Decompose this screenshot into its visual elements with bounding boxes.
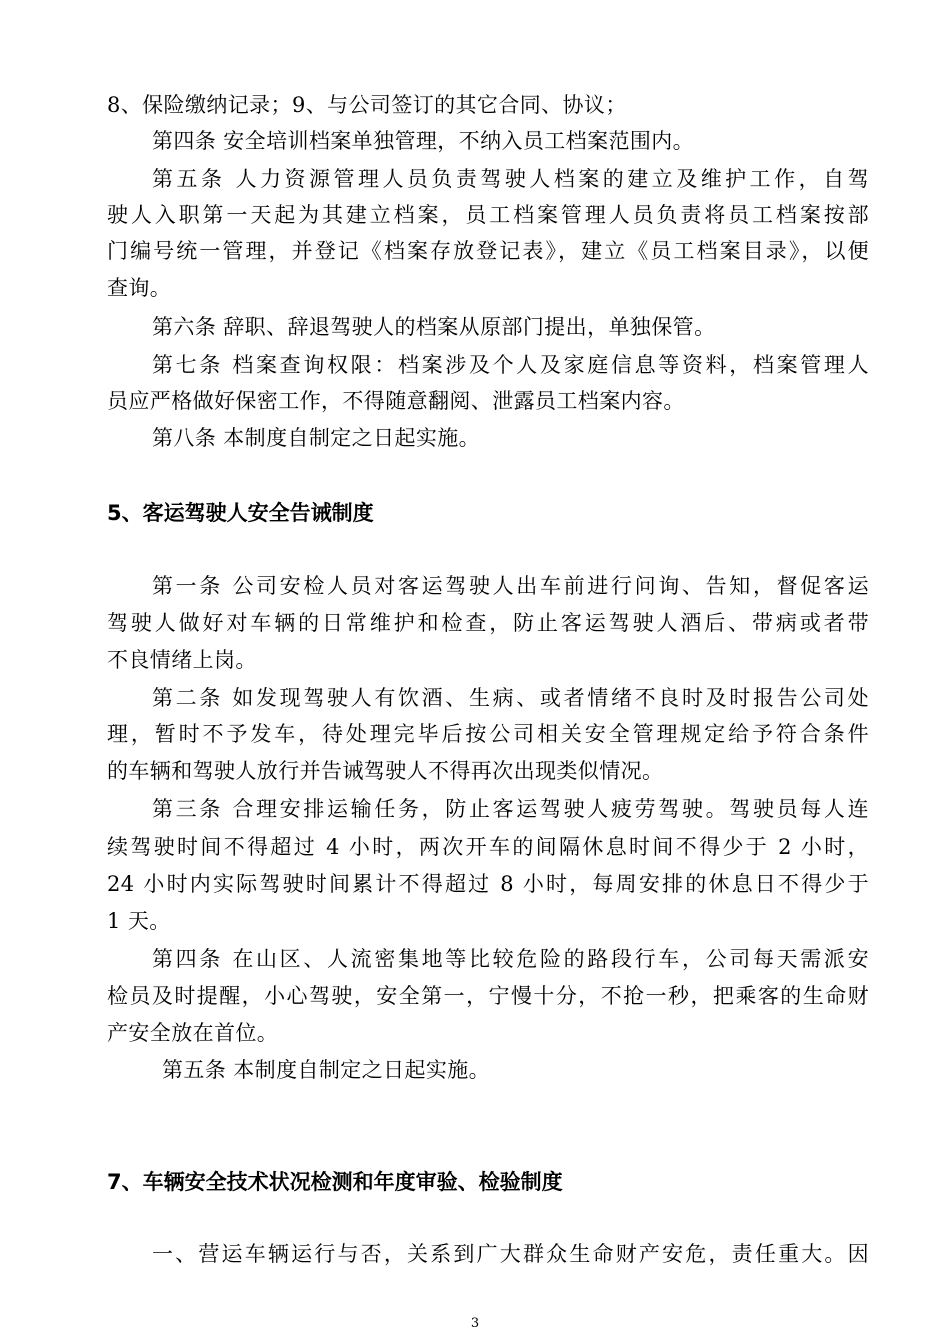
paragraph-line: 第五条 人力资源管理人员负责驾驶人档案的建立及维护工作，自驾 [152, 167, 869, 191]
paragraph-line: 24 小时内实际驾驶时间累计不得超过 8 小时，每周安排的休息日不得少于 [107, 872, 869, 896]
paragraph-line: 第六条 辞职、辞退驾驶人的档案从原部门提出，单独保管。 [152, 315, 716, 339]
paragraph-line: 第四条 在山区、人流密集地等比较危险的路段行车，公司每天需派安 [152, 947, 869, 971]
section-heading: 7、车辆安全技术状况检测和年度审验、检验制度 [107, 1170, 563, 1194]
paragraph-line: 第八条 本制度自制定之日起实施。 [152, 426, 481, 450]
paragraph-line: 理，暂时不予发车，待处理完毕后按公司相关安全管理规定给予符合条件 [107, 722, 869, 746]
section-heading: 5、客运驾驶人安全告诫制度 [107, 501, 374, 525]
paragraph-line: 一、营运车辆运行与否，关系到广大群众生命财产安危，责任重大。因 [152, 1242, 869, 1266]
paragraph-line: 1 天。 [107, 909, 171, 933]
paragraph-line: 第五条 本制度自制定之日起实施。 [162, 1058, 491, 1082]
paragraph-line: 驾驶人做好对车辆的日常维护和检查，防止客运驾驶人酒后、带病或者带 [107, 611, 869, 635]
paragraph-line: 员应严格做好保密工作，不得随意翻阅、泄露员工档案内容。 [107, 389, 685, 413]
paragraph-line: 第三条 合理安排运输任务，防止客运驾驶人疲劳驾驶。驾驶员每人连 [152, 797, 869, 821]
paragraph-line: 续驾驶时间不得超过 4 小时，两次开车的间隔休息时间不得少于 2 小时， [107, 835, 869, 859]
paragraph-line: 门编号统一管理，并登记《档案存放登记表》，建立《员工档案目录》，以便 [107, 239, 869, 263]
paragraph-line: 检员及时提醒，小心驾驶，安全第一，宁慢十分，不抢一秒，把乘客的生命财 [107, 984, 869, 1008]
paragraph-line: 第一条 公司安检人员对客运驾驶人出车前进行问询、告知，督促客运 [152, 574, 869, 598]
paragraph-line: 第四条 安全培训档案单独管理，不纳入员工档案范围内。 [152, 129, 695, 153]
paragraph-line: 产安全放在首位。 [107, 1021, 279, 1045]
paragraph-line: 第七条 档案查询权限：档案涉及个人及家庭信息等资料，档案管理人 [152, 353, 869, 377]
paragraph-line: 驶人入职第一天起为其建立档案，员工档案管理人员负责将员工档案按部 [107, 203, 869, 227]
paragraph-line: 查询。 [107, 276, 172, 300]
paragraph-line: 第二条 如发现驾驶人有饮酒、生病、或者情绪不良时及时报告公司处 [152, 686, 869, 710]
paragraph-line: 的车辆和驾驶人放行并告诫驾驶人不得再次出现类似情况。 [107, 759, 664, 783]
page-number: 3 [470, 1316, 480, 1331]
paragraph-line: 不良情绪上岗。 [107, 648, 257, 672]
paragraph-line: 8、保险缴纳记录；9、与公司签订的其它合同、协议； [107, 93, 627, 117]
